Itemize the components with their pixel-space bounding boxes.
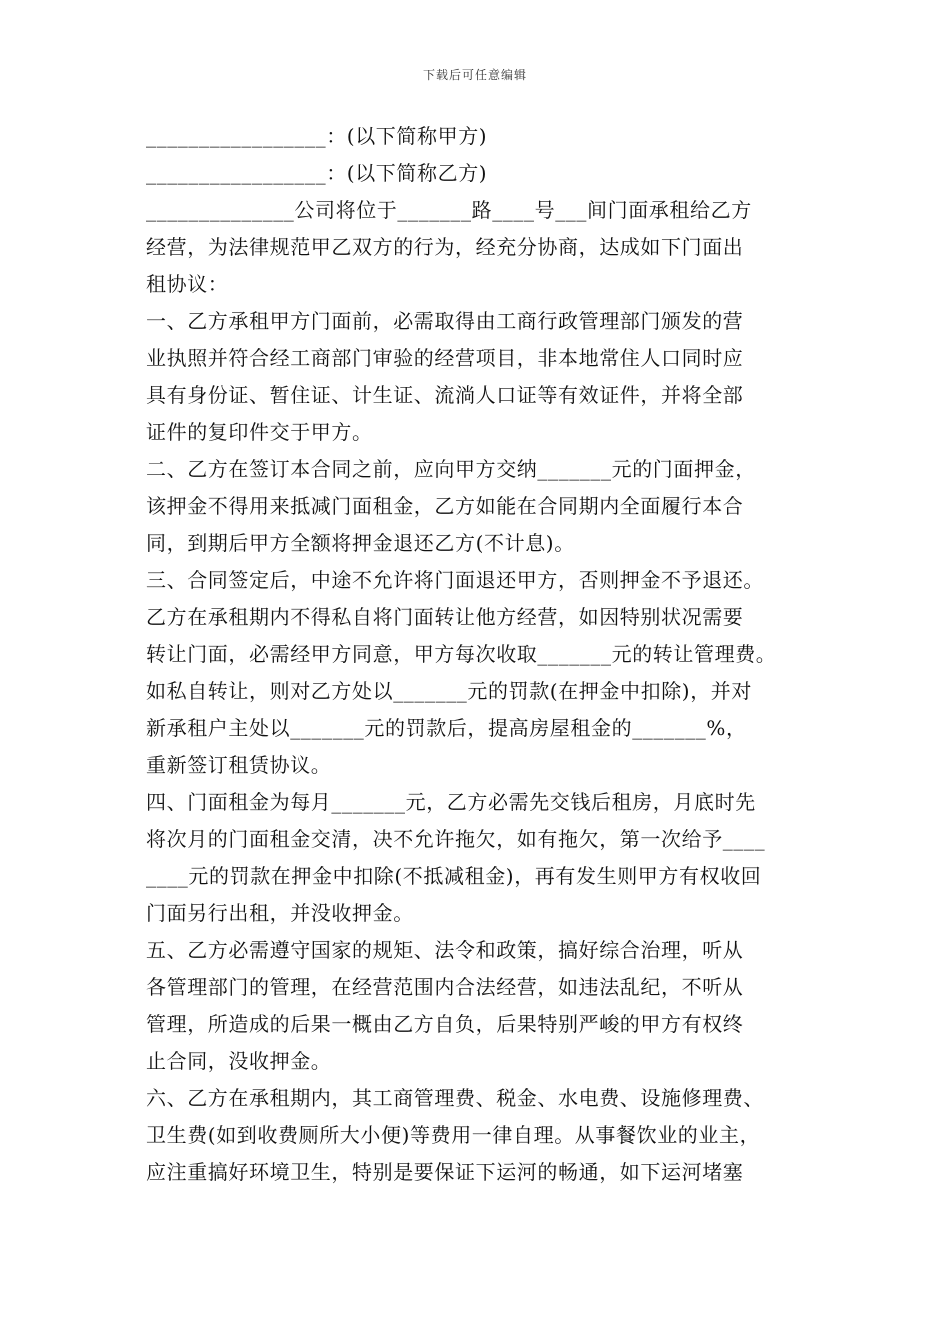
text-line: ____元的罚款在押金中扣除(不抵减租金)，再有发生则甲方有权收回	[146, 864, 762, 888]
text-line: 应注重搞好环境卫生，特别是要保证下运河的畅通，如下运河堵塞	[146, 1160, 744, 1184]
text-line: 重新签订租赁协议。	[146, 753, 332, 777]
text-line: 卫生费(如到收费厕所大小便)等费用一律自理。从事餐饮业的业主，	[146, 1123, 761, 1147]
text-line: 如私自转让，则对乙方处以_______元的罚款(在押金中扣除)，并对	[146, 679, 753, 703]
header-note: 下载后可任意编辑	[422, 68, 527, 82]
text-line: ______________公司将位于_______路____号___间门面承租给乙方	[146, 198, 752, 222]
text-line: 经营，为法律规范甲乙双方的行为，经充分协商，达成如下门面出	[146, 235, 744, 259]
text-line: 具有身份证、暂住证、计生证、流淌人口证等有效证件，并将全部	[146, 383, 744, 407]
text-line: 业执照并符合经工商部门审验的经营项目，非本地常住人口同时应	[146, 346, 744, 370]
text-line: 该押金不得用来抵减门面租金，乙方如能在合同期内全面履行本合	[146, 494, 744, 518]
text-line: 租协议：	[146, 272, 229, 296]
text-line: 一、乙方承租甲方门面前，必需取得由工商行政管理部门颁发的营	[146, 309, 744, 333]
text-line: 各管理部门的管理，在经营范围内合法经营，如违法乱纪，不听从	[146, 975, 744, 999]
text-line: _________________：(以下简称乙方)	[146, 161, 488, 185]
contract-body	[146, 118, 810, 1191]
text-line: 新承租户主处以_______元的罚款后，提高房屋租金的_______%，	[146, 716, 747, 740]
text-line: 同，到期后甲方全额将押金退还乙方(不计息)。	[146, 531, 575, 555]
text-line: 四、门面租金为每月_______元，乙方必需先交钱后租房，月底时先	[146, 790, 756, 814]
text-line: 将次月的门面租金交清，决不允许拖欠，如有拖欠，第一次给予____	[146, 827, 766, 851]
text-line: 止合同，没收押金。	[146, 1049, 332, 1073]
text-line: 管理，所造成的后果一概由乙方自负，后果特别严峻的甲方有权终	[146, 1012, 744, 1036]
text-line: 五、乙方必需遵守国家的规矩、法令和政策，搞好综合治理，听从	[146, 938, 744, 962]
text-line: 三、合同签定后，中途不允许将门面退还甲方，否则押金不予退还。	[146, 568, 764, 592]
text-line: _________________：(以下简称甲方)	[146, 124, 488, 148]
text-line: 证件的复印件交于甲方。	[146, 420, 373, 444]
text-line: 转让门面，必需经甲方同意，甲方每次收取_______元的转让管理费。	[146, 642, 777, 666]
text-line: 门面另行出租，并没收押金。	[146, 901, 414, 925]
text-line: 二、乙方在签订本合同之前，应向甲方交纳_______元的门面押金，	[146, 457, 756, 481]
text-line: 乙方在承租期内不得私自将门面转让他方经营，如因特别状况需要	[146, 605, 744, 629]
text-line: 六、乙方在承租期内，其工商管理费、税金、水电费、设施修理费、	[146, 1086, 764, 1110]
